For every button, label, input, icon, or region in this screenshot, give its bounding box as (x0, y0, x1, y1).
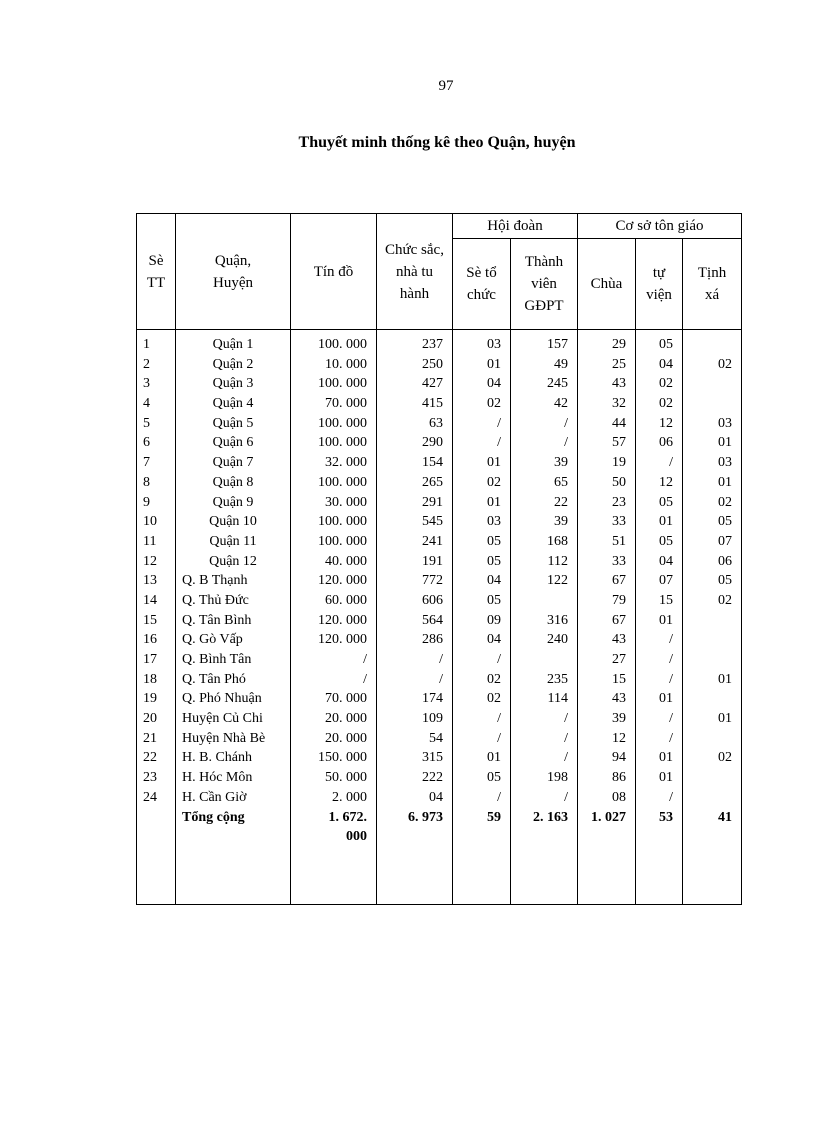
cell-clergy: 427 (422, 376, 443, 392)
cell-pagodas: 43 (612, 376, 627, 392)
cell-followers: 100. 000 (318, 337, 367, 352)
cell-district: Quận 11 (209, 533, 257, 549)
cell-district: Huyện Nhà Bè (182, 730, 266, 746)
cell-pagodas: 25 (612, 356, 627, 372)
cell-members: 168 (547, 533, 569, 549)
cell-clergy: 564 (422, 612, 443, 628)
cell-clergy: 191 (422, 553, 443, 569)
cell-members (511, 650, 568, 670)
cell-branches: 05 (487, 533, 501, 549)
cell-stt: 22 (143, 750, 157, 766)
cell-followers: 32. 000 (325, 455, 367, 471)
cell-monasteries: / (669, 671, 674, 687)
cell-hermitages: 06 (718, 553, 733, 569)
cell-followers: 10. 000 (325, 356, 367, 372)
cell-followers: 120. 000 (318, 632, 367, 648)
cell-hermitages: 02 (718, 356, 733, 372)
cell-district: H. Hóc Môn (182, 770, 253, 786)
cell-members: / (564, 415, 569, 431)
header-members: Thành viên GĐPT (511, 239, 578, 330)
total-hermitages: 41 (718, 809, 733, 825)
cell-members: 65 (554, 474, 569, 490)
cell-followers: 120. 000 (318, 573, 367, 589)
cell-hermitages: 01 (718, 435, 733, 451)
cell-clergy: 154 (422, 455, 443, 471)
cell-followers: 100. 000 (318, 474, 367, 490)
cell-monasteries: / (669, 789, 674, 805)
cell-members: 42 (554, 396, 569, 412)
cell-members (511, 591, 568, 611)
total-monasteries: 53 (659, 809, 674, 825)
col-stt (137, 330, 176, 904)
cell-stt: 15 (143, 612, 157, 628)
cell-stt: 3 (143, 376, 150, 392)
header-monasteries: tự viện (636, 239, 683, 330)
cell-members: 240 (547, 632, 569, 648)
cell-pagodas: 33 (612, 553, 627, 569)
cell-hermitages: 03 (718, 415, 733, 431)
cell-hermitages (683, 788, 732, 808)
header-branches: Sè tổ chức (453, 239, 511, 330)
cell-branches: 05 (487, 553, 501, 569)
table-body (137, 330, 742, 904)
col-followers (291, 330, 377, 904)
cell-clergy: 241 (422, 533, 443, 549)
cell-branches: 02 (487, 691, 501, 707)
cell-followers: 70. 000 (325, 691, 367, 707)
cell-clergy: 04 (429, 789, 443, 805)
cell-pagodas: 86 (612, 770, 627, 786)
header-clergy: Chức sắc, nhà tu hành (377, 214, 453, 330)
cell-followers: 70. 000 (325, 396, 367, 412)
cell-district: Q. B Thạnh (182, 573, 248, 589)
cell-stt: 1 (143, 337, 150, 352)
cell-hermitages (683, 335, 732, 355)
cell-branches: / (497, 652, 501, 667)
cell-monasteries: 05 (659, 533, 674, 549)
cell-district: H. Cần Giờ (182, 789, 247, 805)
cell-pagodas: 15 (612, 671, 627, 687)
cell-clergy: / (439, 652, 443, 667)
cell-clergy: 265 (422, 474, 443, 490)
cell-district: Huyện Củ Chi (182, 711, 263, 727)
cell-stt: 11 (143, 533, 157, 549)
cell-branches: 03 (487, 337, 501, 352)
cell-members: 122 (547, 573, 569, 589)
cell-branches: 02 (487, 671, 501, 687)
cell-clergy: 237 (422, 337, 443, 352)
cell-clergy: 545 (422, 514, 443, 530)
total-branches: 59 (487, 809, 501, 825)
cell-pagodas: 79 (612, 592, 627, 608)
cell-branches: 01 (487, 455, 501, 471)
cell-pagodas: 29 (612, 337, 627, 352)
cell-monasteries: 15 (659, 592, 674, 608)
cell-followers: 100. 000 (318, 435, 367, 451)
cell-branches: 02 (487, 474, 501, 490)
cell-hermitages: 01 (718, 711, 733, 727)
header-row-1 (137, 214, 742, 239)
header-association: Hội đoàn (453, 214, 578, 239)
cell-branches: 09 (487, 612, 501, 628)
cell-district: Q. Phó Nhuận (182, 691, 262, 707)
cell-monasteries: 04 (659, 553, 674, 569)
cell-monasteries: 01 (659, 770, 674, 786)
cell-branches: / (497, 730, 501, 746)
cell-members: 157 (547, 337, 569, 352)
col-pagodas (578, 330, 636, 904)
cell-district: Quận 5 (212, 415, 254, 431)
cell-monasteries: 04 (659, 356, 674, 372)
col-monasteries (636, 330, 683, 904)
cell-members: / (564, 711, 569, 727)
cell-branches: 01 (487, 750, 501, 766)
cell-branches: / (497, 789, 501, 805)
cell-hermitages (683, 374, 732, 394)
col-hermitages (683, 330, 742, 904)
cell-pagodas: 67 (612, 573, 627, 589)
cell-branches: 01 (487, 494, 501, 510)
cell-district: Quận 8 (212, 474, 254, 490)
cell-clergy: 63 (429, 415, 443, 431)
cell-branches: 02 (487, 396, 501, 412)
cell-stt: 13 (143, 573, 157, 589)
cell-stt: 6 (143, 435, 150, 451)
cell-clergy: 315 (422, 750, 443, 766)
cell-district: Quận 7 (212, 455, 254, 471)
cell-branches: 01 (487, 356, 501, 372)
cell-district: Q. Tân Bình (182, 612, 252, 628)
header-pagodas: Chùa (578, 239, 636, 330)
cell-branches: 04 (487, 573, 501, 589)
cell-monasteries: / (669, 455, 674, 471)
cell-clergy: 606 (422, 592, 443, 608)
cell-branches: 03 (487, 514, 501, 530)
cell-hermitages (683, 689, 732, 709)
page-number: 97 (438, 78, 454, 94)
cell-members: 235 (547, 671, 569, 687)
cell-hermitages (683, 611, 732, 631)
col-clergy (377, 330, 453, 904)
cell-followers: 100. 000 (318, 415, 367, 431)
cell-followers: 40. 000 (325, 553, 367, 569)
cell-stt: 17 (143, 652, 157, 667)
cell-followers: / (363, 671, 367, 687)
cell-followers: 2. 000 (332, 789, 367, 805)
cell-district: Quận 2 (212, 356, 254, 372)
cell-pagodas: 08 (612, 789, 627, 805)
cell-branches: 05 (487, 592, 501, 608)
cell-clergy: 772 (422, 573, 443, 589)
cell-pagodas: 27 (612, 652, 627, 667)
cell-stt: 4 (143, 396, 150, 412)
cell-stt: 24 (143, 789, 157, 805)
cell-monasteries: 07 (659, 573, 674, 589)
col-district (176, 330, 291, 904)
cell-stt: 18 (143, 671, 157, 687)
total-clergy: 6. 973 (408, 809, 443, 825)
cell-followers: 100. 000 (318, 533, 367, 549)
total-followers-cont: 000 (346, 829, 367, 845)
cell-district: Q. Thủ Đức (182, 592, 249, 608)
cell-monasteries: 02 (659, 396, 674, 412)
cell-hermitages: 02 (718, 494, 733, 510)
cell-monasteries: / (669, 652, 674, 667)
cell-members: 316 (547, 612, 569, 628)
cell-clergy: / (439, 671, 443, 687)
cell-branches: 05 (487, 770, 501, 786)
cell-followers: 30. 000 (325, 494, 367, 510)
cell-stt: 14 (143, 592, 157, 608)
cell-stt: 21 (143, 730, 157, 746)
col-branches (453, 330, 511, 904)
cell-followers: 20. 000 (325, 711, 367, 727)
cell-members: / (564, 789, 569, 805)
header-stt: Sè TT (137, 214, 176, 330)
cell-stt: 5 (143, 415, 150, 431)
cell-hermitages: 02 (718, 592, 733, 608)
cell-stt: 23 (143, 770, 157, 786)
cell-clergy: 291 (422, 494, 443, 510)
cell-stt: 8 (143, 474, 150, 490)
cell-clergy: 54 (429, 730, 443, 746)
cell-hermitages: 03 (718, 455, 733, 471)
cell-clergy: 174 (422, 691, 443, 707)
cell-monasteries: 05 (659, 337, 674, 352)
cell-branches: / (497, 435, 501, 451)
cell-followers: 150. 000 (318, 750, 367, 766)
cell-stt: 9 (143, 494, 150, 510)
cell-clergy: 109 (422, 711, 443, 727)
cell-pagodas: 39 (612, 711, 627, 727)
cell-pagodas: 94 (612, 750, 627, 766)
cell-pagodas: 19 (612, 455, 627, 471)
cell-district: Q. Bình Tân (182, 652, 252, 667)
cell-pagodas: 44 (612, 415, 627, 431)
cell-hermitages: 01 (718, 474, 733, 490)
cell-district: Quận 12 (209, 553, 257, 569)
cell-hermitages: 05 (718, 514, 733, 530)
cell-district: Quận 9 (212, 494, 254, 510)
cell-district: Quận 10 (209, 514, 257, 530)
cell-pagodas: 50 (612, 474, 627, 490)
cell-monasteries: / (669, 730, 674, 746)
cell-followers: 120. 000 (318, 612, 367, 628)
total-pagodas: 1. 027 (591, 809, 627, 825)
cell-followers: 20. 000 (325, 730, 367, 746)
cell-hermitages: 05 (718, 573, 733, 589)
cell-monasteries: 05 (659, 494, 674, 510)
cell-members: 112 (547, 553, 569, 569)
cell-stt: 20 (143, 711, 157, 727)
cell-stt: 19 (143, 691, 157, 707)
cell-monasteries: 01 (659, 612, 674, 628)
cell-hermitages (683, 650, 732, 670)
cell-followers: 100. 000 (318, 376, 367, 392)
cell-branches: / (497, 711, 501, 727)
cell-followers: 100. 000 (318, 514, 367, 530)
header-followers: Tín đồ (291, 214, 377, 330)
cell-stt: 7 (143, 455, 150, 471)
cell-branches: / (497, 415, 501, 431)
cell-members: / (564, 730, 569, 746)
statistics-table (136, 213, 742, 905)
cell-district: Quận 4 (212, 396, 254, 412)
total-followers: 1. 672. (328, 809, 367, 825)
cell-district: Quận 3 (212, 376, 254, 392)
header-district: Quận, Huyện (176, 214, 291, 330)
total-label: Tổng cộng (182, 809, 245, 825)
header-hermitages: Tịnh xá (683, 239, 742, 330)
cell-pagodas: 33 (612, 514, 627, 530)
cell-clergy: 250 (422, 356, 443, 372)
header-facilities: Cơ sở tôn giáo (578, 214, 742, 239)
cell-followers: 60. 000 (325, 592, 367, 608)
cell-followers: 50. 000 (325, 770, 367, 786)
cell-hermitages (683, 394, 732, 414)
cell-monasteries: 12 (659, 474, 674, 490)
cell-clergy: 222 (422, 770, 443, 786)
cell-pagodas: 23 (612, 494, 627, 510)
cell-branches: 04 (487, 632, 501, 648)
cell-stt: 16 (143, 632, 157, 648)
cell-stt: 12 (143, 553, 157, 569)
cell-monasteries: 01 (659, 750, 674, 766)
cell-pagodas: 12 (612, 730, 627, 746)
cell-hermitages: 01 (718, 671, 733, 687)
cell-pagodas: 67 (612, 612, 627, 628)
cell-clergy: 415 (422, 396, 443, 412)
cell-hermitages (683, 729, 732, 749)
cell-members: 114 (547, 691, 569, 707)
cell-district: Quận 6 (212, 435, 254, 451)
table-footer-space (137, 904, 742, 905)
cell-members: 22 (554, 494, 569, 510)
cell-district: H. B. Chánh (182, 750, 252, 766)
cell-members: / (564, 435, 569, 451)
cell-district: Q. Gò Vấp (182, 632, 243, 648)
cell-pagodas: 32 (612, 396, 627, 412)
cell-pagodas: 51 (612, 533, 627, 549)
cell-district: Q. Tân Phó (182, 671, 246, 687)
page-title: Thuyết minh thống kê theo Quận, huyện (298, 134, 576, 151)
cell-followers: / (363, 652, 367, 667)
col-members (511, 330, 578, 904)
cell-district: Quận 1 (212, 337, 254, 352)
cell-stt: 2 (143, 356, 150, 372)
cell-members: 198 (547, 770, 569, 786)
cell-monasteries: 12 (659, 415, 674, 431)
cell-pagodas: 43 (612, 691, 627, 707)
cell-hermitages (683, 630, 732, 650)
cell-hermitages: 02 (718, 750, 733, 766)
cell-members: / (564, 750, 569, 766)
cell-members: 39 (554, 514, 569, 530)
cell-clergy: 290 (422, 435, 443, 451)
cell-pagodas: 43 (612, 632, 627, 648)
cell-monasteries: 01 (659, 514, 674, 530)
cell-hermitages: 07 (718, 533, 733, 549)
cell-monasteries: / (669, 711, 674, 727)
cell-monasteries: 01 (659, 691, 674, 707)
cell-members: 39 (554, 455, 569, 471)
total-members: 2. 163 (533, 809, 569, 825)
cell-members: 245 (547, 376, 569, 392)
cell-monasteries: 02 (659, 376, 674, 392)
cell-monasteries: 06 (659, 435, 674, 451)
cell-monasteries: / (669, 632, 674, 648)
cell-stt: 10 (143, 514, 157, 530)
cell-hermitages (683, 768, 732, 788)
cell-members: 49 (554, 356, 569, 372)
cell-clergy: 286 (422, 632, 443, 648)
cell-pagodas: 57 (612, 435, 627, 451)
cell-branches: 04 (487, 376, 501, 392)
